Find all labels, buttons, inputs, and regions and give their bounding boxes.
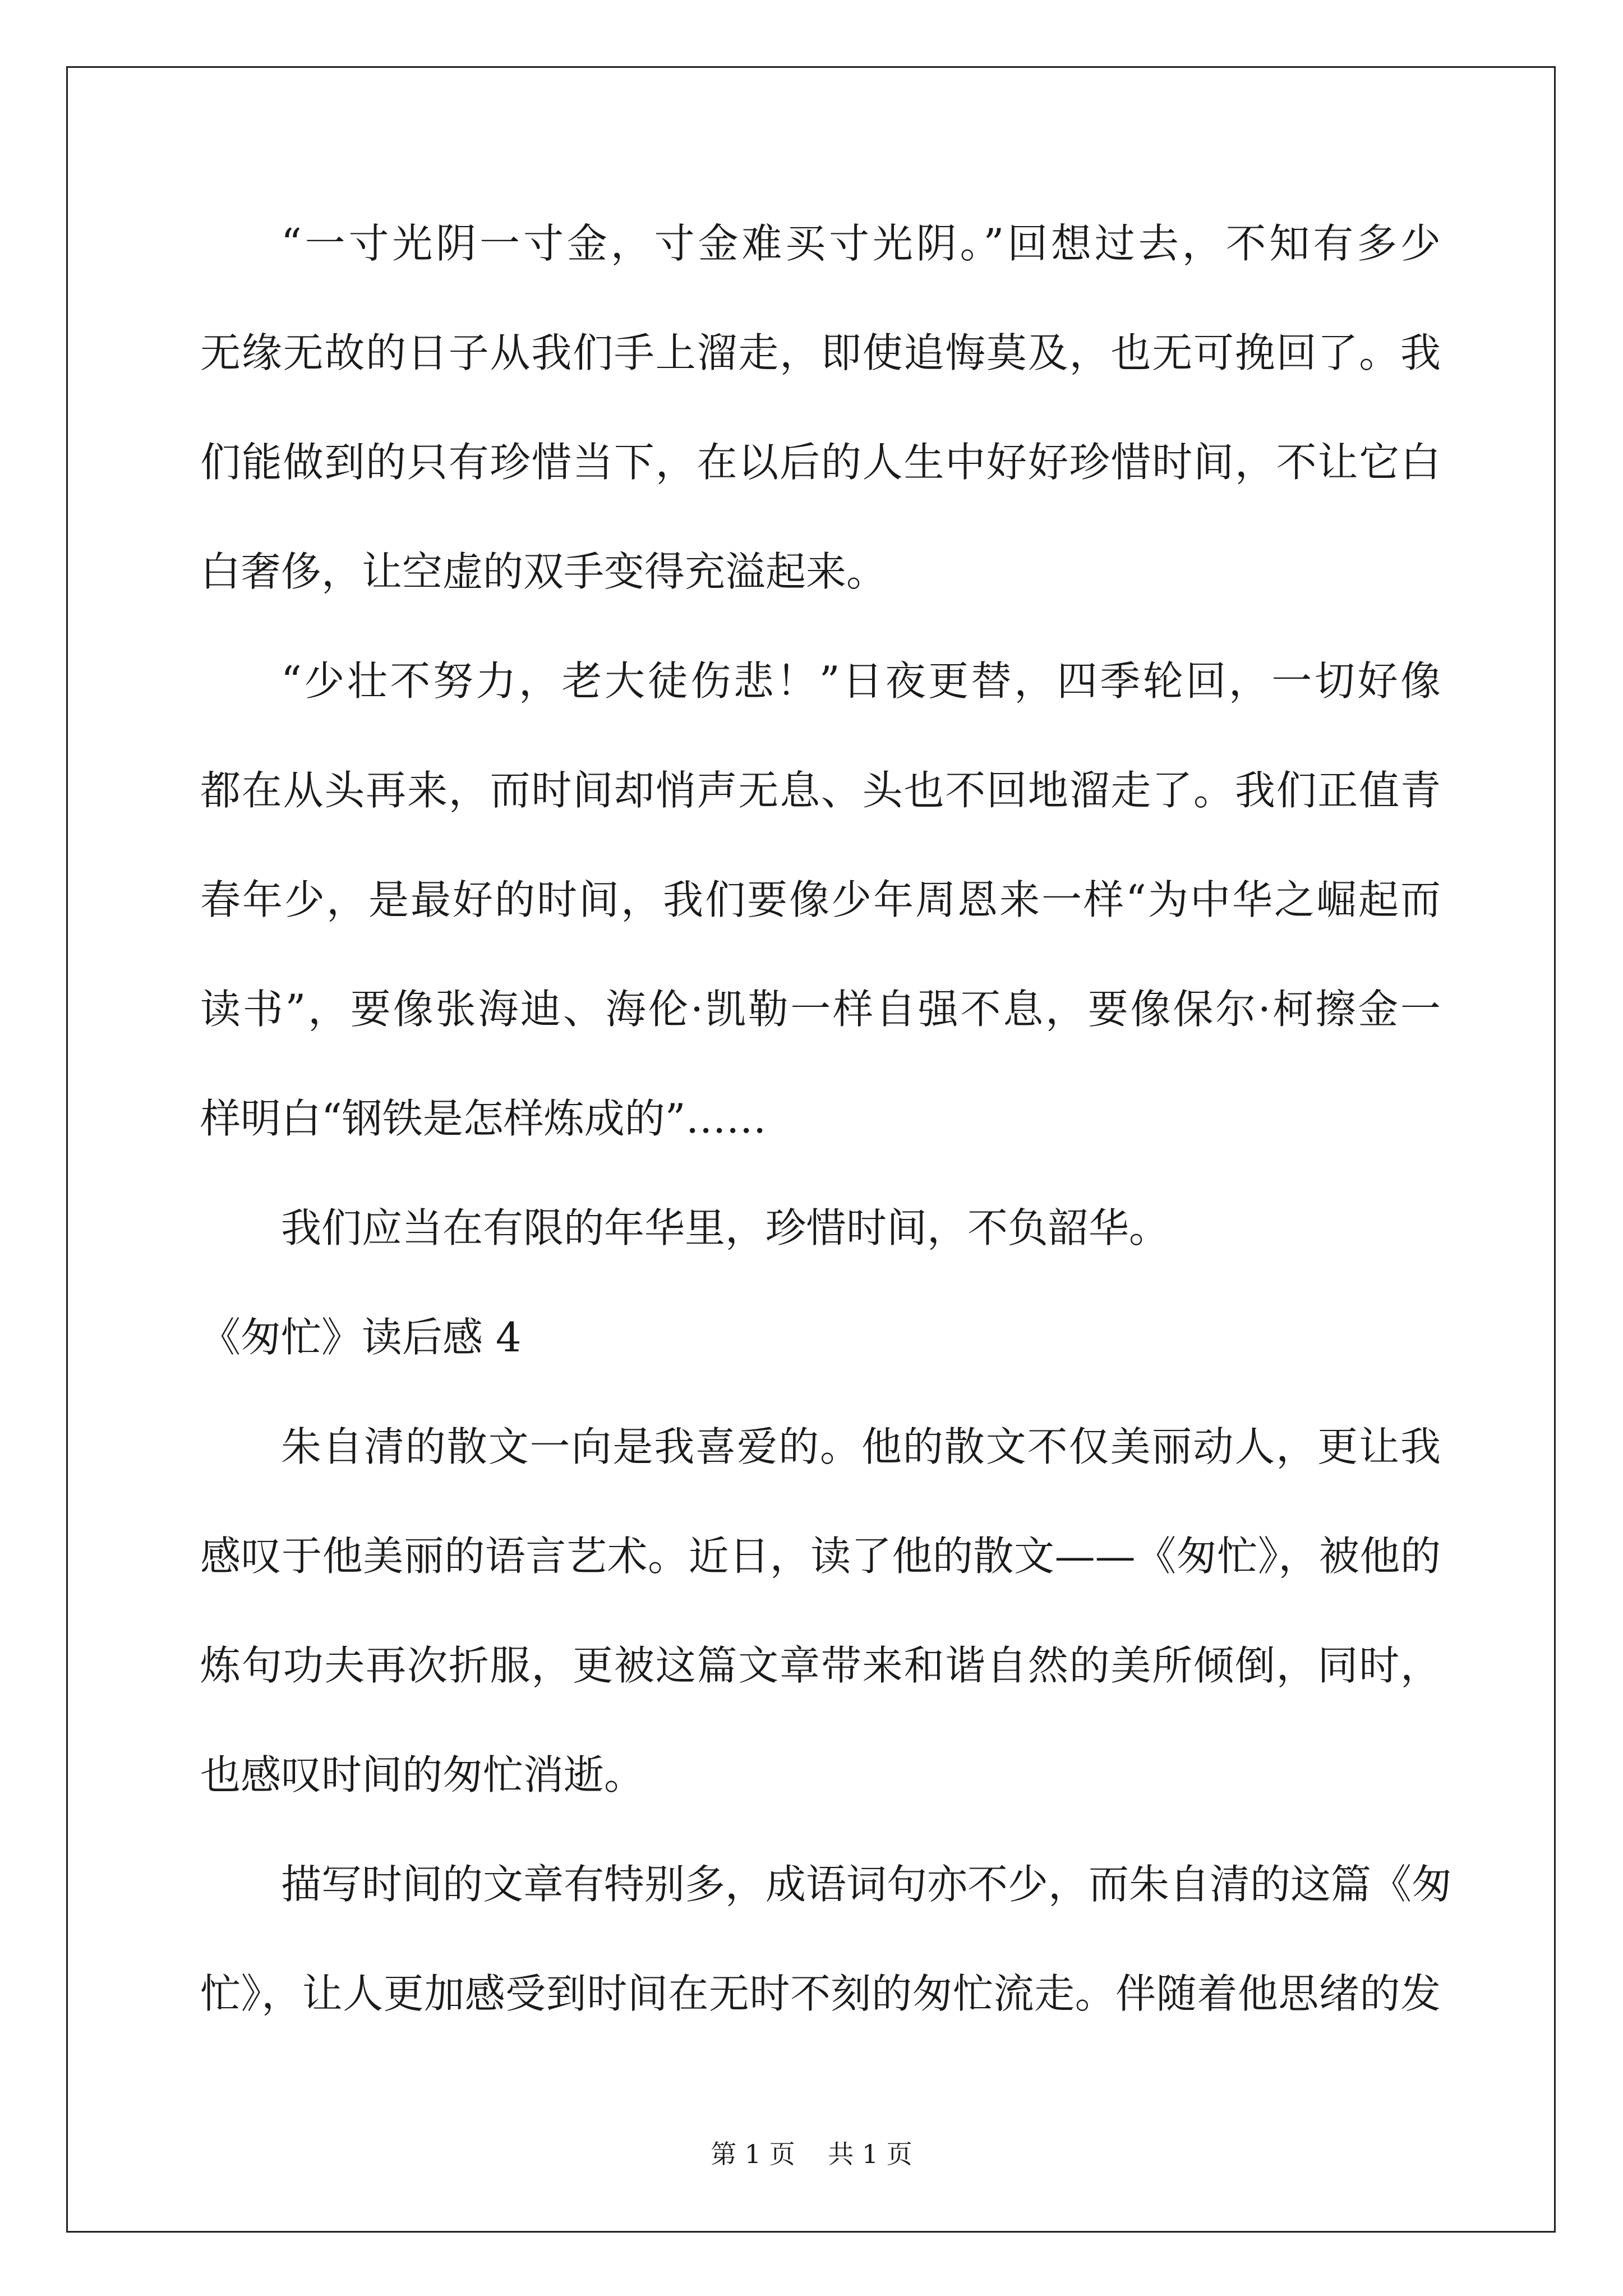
section-heading: 《匆忙》读后感 4 [200,1314,522,1361]
text-line: 也感叹时间的匆忙消逝。 [200,1751,645,1798]
text-line: 春年少，是最好的时间，我们要像少年周恩来一样“为中华之崛起而 [200,876,1441,923]
text-line: 样明白“钢铁是怎样炼成的”…… [200,1095,767,1142]
page-number: 第 1 页 [711,2139,795,2169]
text-line: 白奢侈，让空虚的双手变得充溢起来。 [200,548,887,595]
text-line: “少壮不努力，老大徒伤悲！”日夜更替，四季轮回，一切好像 [281,657,1441,705]
text-line: 们能做到的只有珍惜当下，在以后的人生中好好珍惜时间，不让它白 [200,439,1441,486]
text-line: 都在从头再来，而时间却悄声无息、头也不回地溜走了。我们正值青 [200,767,1441,814]
text-line: 读书”，要像张海迪、海伦·凯勒一样自强不息，要像保尔·柯擦金一 [200,986,1441,1033]
text-line: 描写时间的文章有特别多，成语词句亦不少，而朱自清的这篇《匆 [281,1861,1453,1908]
text-line: 感叹于他美丽的语言艺术。近日，读了他的散文——《匆忙》，被他的 [200,1533,1441,1580]
text-line: 忙》，让人更加感受到时间在无时不刻的匆忙流走。伴随着他思绪的发 [200,1970,1441,2017]
text-line: 无缘无故的日子从我们手上溜走，即使追悔莫及，也无可挽回了。我 [200,329,1441,376]
text-line: 朱自清的散文一向是我喜爱的。他的散文不仅美丽动人，更让我 [281,1423,1441,1470]
page-total: 共 1 页 [828,2139,912,2169]
text-line: 炼句功夫再次折服，更被这篇文章带来和谐自然的美所倾倒，同时， [200,1642,1441,1689]
text-line: 我们应当在有限的年华里，珍惜时间，不负韶华。 [281,1204,1170,1251]
text-line: “一寸光阴一寸金，寸金难买寸光阴。”回想过去，不知有多少 [281,220,1441,267]
document-body [200,210,1453,2069]
page-footer [0,2137,1623,2171]
